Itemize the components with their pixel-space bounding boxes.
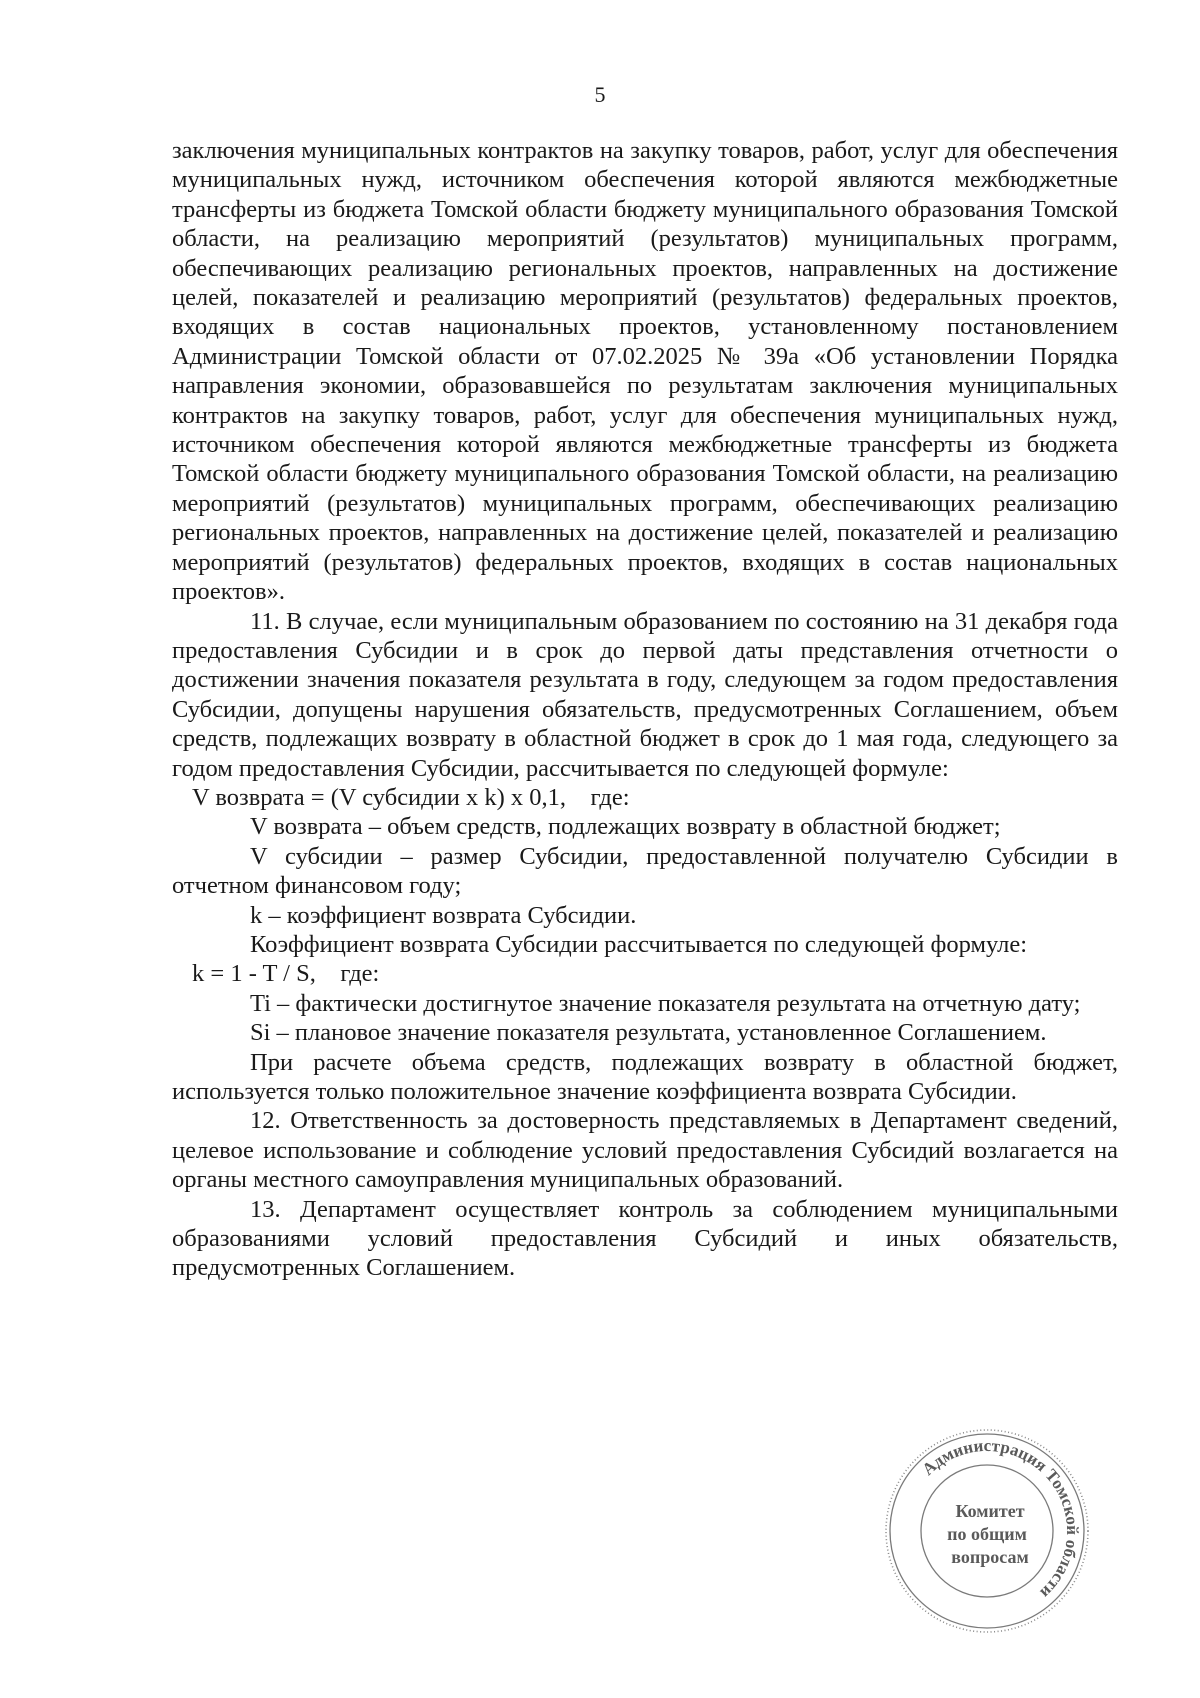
k-formula-intro: Коэффициент возврата Субсидии рассчитывается по следующей формуле:: [250, 930, 1028, 958]
paragraph-continuation: заключения муниципальных контрактов на закупку товаров, работ, услуг для обеспечения муниципальных нужд, источником обеспечения которой являются межбюджетные трансферты из бюджета Томской области бюджету муниципального образования Томской области, на реализацию мероприятий (результатов) муниципальных программ, обеспечивающих реализацию региональных проектов, направленных на достижение целей, показателей и реализацию мероприятий (результатов) федеральных проектов, входящих в состав национальных проектов, установленному постановлением Администрации Томской области от 07.02.2025 № 39а «Об установлении Порядка направления экономии, образовавшейся по результатам заключения муниципальных контрактов на закупку товаров, работ, услуг для обеспечения муниципальных нужд, источником обеспечения которой являются межбюджетные трансферты из бюджета Томской области бюджету муниципального образования Томской области, на реализацию мероприятий (результатов) муниципальных программ, обеспечивающих реализацию региональных проектов, направленных на достижение целей, показателей и реализацию мероприятий (результатов) федеральных проектов, входящих в состав национальных проектов».: [172, 137, 1118, 606]
formula-coefficient-expression: k = 1 - T / S,: [192, 960, 316, 988]
paragraph-11: 11. В случае, если муниципальным образованием по состоянию на 31 декабря года предоставления Субсидии и в срок до первой даты представления отчетности о достижении значения показателя результата в году, следующем за годом предоставления Субсидии, допущены нарушения обязательств, предусмотренных Соглашением, объем средств, подлежащих возврату в областной бюджет в срок до 1 мая года, следующего за годом предоставления Субсидии, рассчитывается по следующей формуле:: [172, 607, 1118, 782]
stamp-ring-text: Администрация Томской области: [918, 1435, 1083, 1603]
definition-k: k – коэффициент возврата Субсидии.: [250, 901, 637, 929]
positive-coefficient-note: При расчете объема средств, подлежащих возврату в областной бюджет, используется только положительное значение коэффициента возврата Субсидии.: [172, 1048, 1118, 1105]
formula-return-volume-where: где:: [590, 783, 630, 811]
formula-return-volume-expression: V возврата = (V субсидии x k) x 0,1,: [192, 783, 567, 811]
official-stamp: [882, 1426, 1092, 1636]
page-number: 5: [594, 82, 606, 107]
formula-coefficient: [172, 959, 1118, 988]
definition-si: Si – плановое значение показателя результата, установленное Соглашением.: [250, 1019, 1047, 1047]
formula-coefficient-where: где:: [340, 960, 380, 988]
document-body: [172, 136, 1118, 1283]
stamp-center-line-1: Комитет: [955, 1501, 1025, 1521]
stamp-center-line-2: по общим: [947, 1524, 1027, 1544]
definition-v-subsidy: V субсидии – размер Субсидии, предоставленной получателю Субсидии в отчетном финансовом году;: [172, 842, 1118, 900]
paragraph-12: 12. Ответственность за достоверность представляемых в Департамент сведений, целевое использование и соблюдение условий предоставления Субсидий возлагается на органы местного самоуправления муниципальных образований.: [172, 1107, 1118, 1194]
definition-v-return: V возврата – объем средств, подлежащих возврату в областной бюджет;: [250, 813, 1001, 841]
stamp-center-line-3: вопросам: [951, 1547, 1029, 1567]
formula-return-volume: [172, 783, 1118, 812]
definition-ti: Ti – фактически достигнутое значение показателя результата на отчетную дату;: [250, 989, 1081, 1017]
paragraph-13: 13. Департамент осуществляет контроль за соблюдением муниципальными образованиями условий предоставления Субсидий и иных обязательств, предусмотренных Соглашением.: [172, 1195, 1118, 1282]
